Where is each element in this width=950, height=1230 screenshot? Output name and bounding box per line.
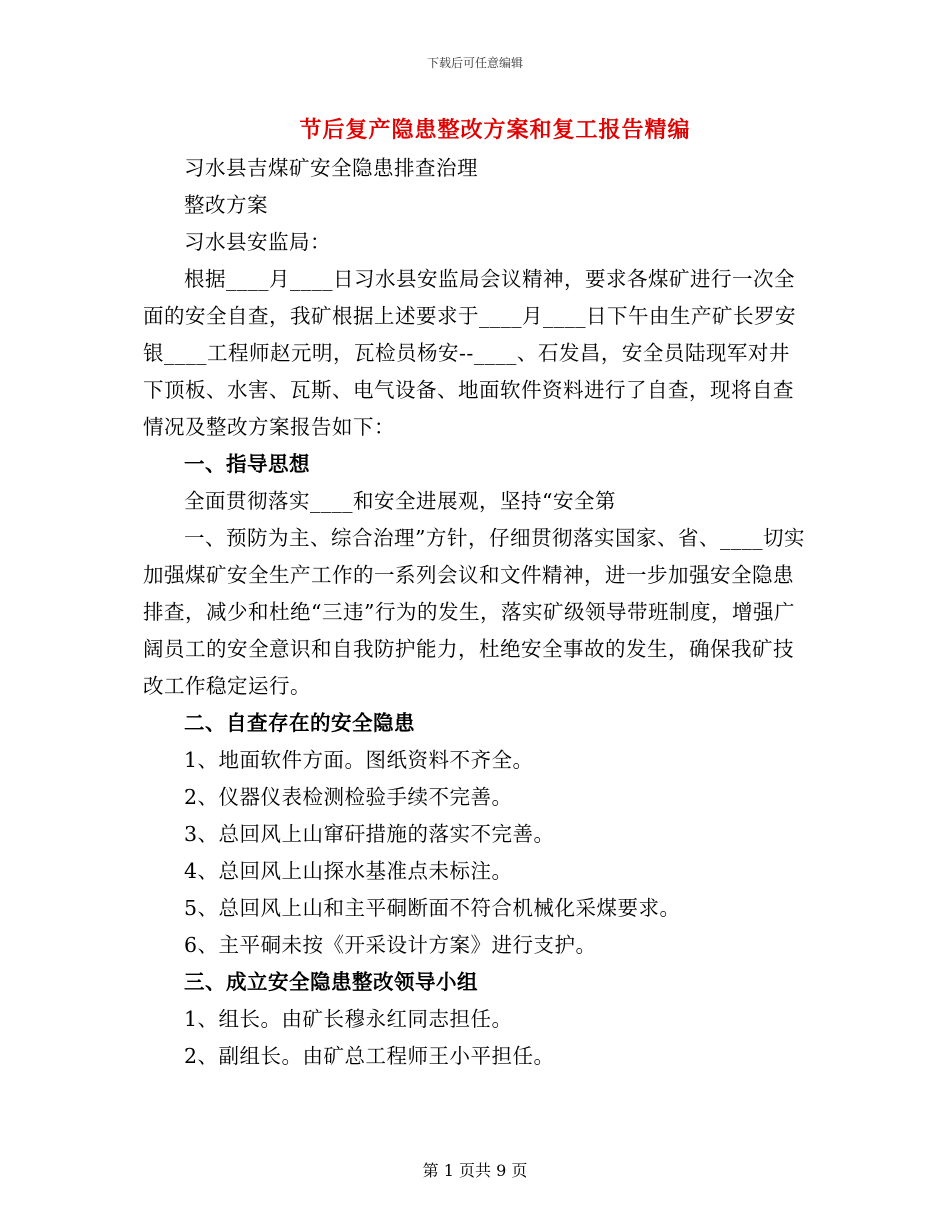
body-paragraph: 1、地面软件方面。图纸资料不齐全。: [184, 748, 534, 772]
document-body: [143, 150, 808, 1075]
body-paragraph: 整改方案: [184, 193, 268, 217]
section-heading: 二、自查存在的安全隐患: [184, 711, 415, 735]
body-paragraph: 5、总回风上山和主平硐断面不符合机械化采煤要求。: [184, 896, 681, 920]
body-paragraph: 全面贯彻落实____和安全进展观，坚持“安全第: [184, 489, 616, 513]
body-paragraph: 根据____月____日习水县安监局会议精神，要求各煤矿进行一次全面的安全自查，我矿根据上述要求于____月____日下午由生产矿长罗安银____工程师赵元明，瓦检员杨安--____、石发昌，安全员陆现军对井下顶板、水害、瓦斯、电气设备、地面软件资料进行了自查，现将自查情况及整改方案报告如下：: [143, 267, 796, 439]
body-paragraph: 习水县吉煤矿安全隐患排查治理: [184, 156, 478, 180]
body-paragraph: 3、总回风上山窜矸措施的落实不完善。: [184, 822, 555, 846]
body-paragraph: 4、总回风上山探水基准点未标注。: [184, 859, 513, 883]
body-paragraph: 2、仪器仪表检测检验手续不完善。: [184, 785, 513, 809]
page-footer: 第 1 页共 9 页: [422, 1161, 528, 1180]
section-heading: 一、指导思想: [184, 452, 310, 476]
body-paragraph: 1、组长。由矿长穆永红同志担任。: [184, 1007, 513, 1031]
document-title: 节后复产隐患整改方案和复工报告精编: [299, 117, 691, 143]
body-paragraph: 6、主平硐未按《开采设计方案》进行支护。: [184, 933, 597, 957]
body-paragraph: 习水县安监局：: [184, 230, 331, 254]
body-paragraph: 一、预防为主、综合治理”方针，仔细贯彻落实国家、省、____切实加强煤矿安全生产工作的一系列会议和文件精神，进一步加强安全隐患排查，减少和杜绝“三违”行为的发生，落实矿级领导带班制度，增强广阔员工的安全意识和自我防护能力，杜绝安全事故的发生，确保我矿技改工作稳定运行。: [143, 526, 805, 698]
body-paragraph: 2、副组长。由矿总工程师王小平担任。: [184, 1044, 555, 1068]
header-note: 下载后可任意编辑: [426, 56, 523, 70]
section-heading: 三、成立安全隐患整改领导小组: [184, 970, 478, 994]
